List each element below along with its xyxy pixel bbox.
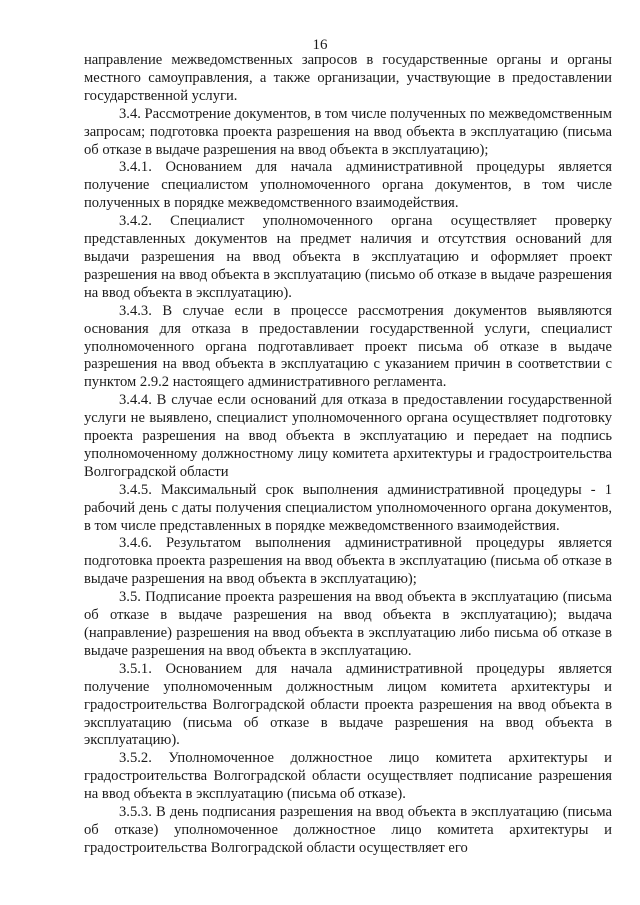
paragraph-3-4-6: 3.4.6. Результатом выполнения административной процедуры является подготовка проекта разрешения на ввод объекта в эксплуатацию (письма об отказе в выдаче разрешения на ввод объекта в эксплуатацию);	[84, 535, 612, 588]
paragraph-3-5-1: 3.5.1. Основанием для начала административной процедуры является получение уполномоченным должностным лицом комитета архитектуры и градостроительства Волгоградской области проекта разрешения на ввод объекта в эксплуатацию (письма об отказе в выдаче разрешения на ввод объекта в эксплуатацию).	[84, 660, 612, 749]
paragraph-continuation: направление межведомственных запросов в государственные органы и органы местного самоуправления, а также организации, участвующие в предоставлении государственной услуги.	[84, 52, 612, 104]
paragraph-3-4-3: 3.4.3. В случае если в процессе рассмотрения документов выявляются основания для отказа в предоставлении государственной услуги, специалист уполномоченного органа подготавливает проект письма об отказе в выдаче разрешения на ввод объекта в эксплуатацию с указанием причин в соответствии с пунктом 2.9.2 настоящего административного регламента.	[84, 302, 612, 391]
paragraph-3-4-1: 3.4.1. Основанием для начала административной процедуры является получение специалистом уполномоченного органа документов, в том числе полученных в порядке межведомственного взаимодействия.	[84, 159, 612, 212]
paragraph-3-4-5: 3.4.5. Максимальный срок выполнения административной процедуры - 1 рабочий день с даты получения специалистом уполномоченного органа документов, в том числе представленных в порядке межведомственного взаимодействия.	[84, 481, 612, 534]
page-number: 16	[312, 37, 328, 53]
paragraph-3-4-2: 3.4.2. Специалист уполномоченного органа осуществляет проверку представленных документов на предмет наличия и отсутствия оснований для выдачи разрешения на ввод объекта в эксплуатацию и оформляет проект разрешения на ввод объекта в эксплуатацию (письмо об отказе в выдаче разрешения на ввод объекта в эксплуатацию).	[84, 213, 612, 301]
paragraph-3-4-4: 3.4.4. В случае если оснований для отказа в предоставлении государственной услуги не выявлено, специалист уполномоченного органа осуществляет подготовку проекта разрешения на ввод объекта в эксплуатацию и передает на подпись уполномоченному должностному лицу комитета архитектуры и градостроительства Волгоградской области	[84, 392, 612, 480]
paragraph-3-5: 3.5. Подписание проекта разрешения на ввод объекта в эксплуатацию (письма об отказе в выдаче разрешения на ввод объекта в эксплуатацию); выдача (направление) разрешения на ввод объекта в эксплуатацию либо письма об отказе в выдаче разрешения на ввод объекта в эксплуатацию.	[84, 589, 612, 659]
body-text	[84, 52, 612, 858]
paragraph-3-5-3: 3.5.3. В день подписания разрешения на ввод объекта в эксплуатацию (письма об отказе) уполномоченное должностное лицо комитета архитектуры и градостроительства Волгоградской области осуществляет его	[84, 804, 612, 856]
paragraph-3-4: 3.4. Рассмотрение документов, в том числе полученных по межведомственным запросам; подготовка проекта разрешения на ввод объекта в эксплуатацию (письма об отказе в выдаче разрешения на ввод объекта в эксплуатацию);	[84, 105, 612, 158]
paragraph-3-5-2: 3.5.2. Уполномоченное должностное лицо комитета архитектуры и градостроительства Волгоградской области осуществляет подписание разрешения на ввод объекта в эксплуатацию (письма об отказе).	[84, 750, 612, 803]
